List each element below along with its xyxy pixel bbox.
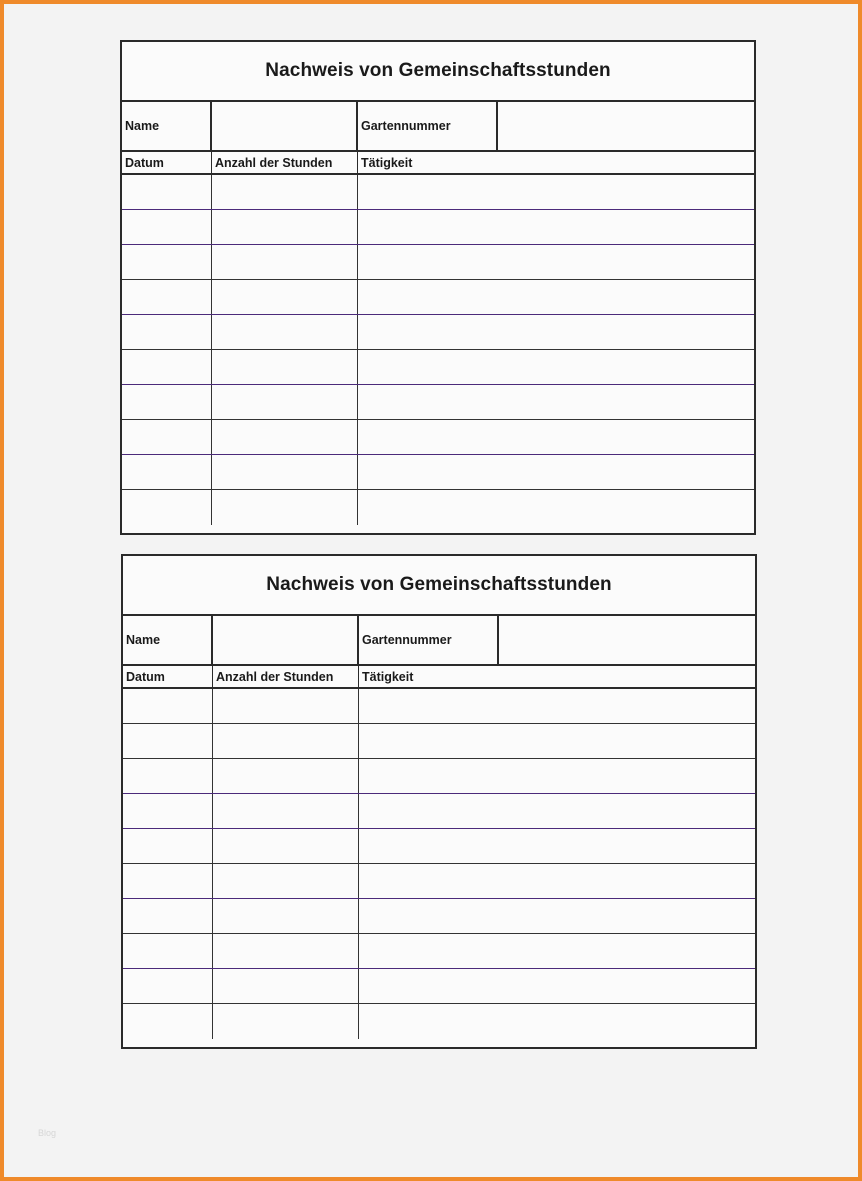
date-cell[interactable]	[122, 315, 212, 349]
activity-cell[interactable]	[358, 455, 754, 489]
garden-number-field[interactable]	[498, 102, 754, 150]
date-cell[interactable]	[122, 175, 212, 209]
entry-rows	[123, 689, 755, 1039]
table-row	[123, 934, 755, 969]
name-field[interactable]	[212, 102, 358, 150]
hours-cell[interactable]	[213, 934, 359, 968]
activity-cell[interactable]	[358, 280, 754, 314]
hours-cell[interactable]	[212, 280, 358, 314]
activity-cell[interactable]	[359, 1004, 755, 1039]
activity-cell[interactable]	[358, 245, 754, 279]
community-hours-form-1	[120, 40, 756, 535]
date-cell[interactable]	[123, 899, 213, 933]
column-header-date: Datum	[122, 152, 212, 173]
activity-cell[interactable]	[358, 175, 754, 209]
hours-cell[interactable]	[213, 724, 359, 758]
table-row	[122, 175, 754, 210]
activity-cell[interactable]	[358, 350, 754, 384]
activity-cell[interactable]	[358, 385, 754, 419]
table-row	[123, 724, 755, 759]
hours-cell[interactable]	[212, 455, 358, 489]
date-cell[interactable]	[123, 969, 213, 1003]
hours-cell[interactable]	[212, 385, 358, 419]
date-cell[interactable]	[123, 864, 213, 898]
activity-cell[interactable]	[359, 689, 755, 723]
column-header-hours: Anzahl der Stunden	[212, 152, 358, 173]
activity-cell[interactable]	[359, 724, 755, 758]
garden-number-label: Gartennummer	[359, 616, 499, 664]
table-row	[122, 280, 754, 315]
activity-cell[interactable]	[358, 490, 754, 525]
name-label: Name	[122, 102, 212, 150]
watermark: Blog	[38, 1128, 57, 1138]
date-cell[interactable]	[123, 689, 213, 723]
name-field[interactable]	[213, 616, 359, 664]
table-row	[123, 864, 755, 899]
table-row	[123, 899, 755, 934]
date-cell[interactable]	[123, 1004, 213, 1039]
date-cell[interactable]	[122, 420, 212, 454]
hours-cell[interactable]	[212, 420, 358, 454]
table-row	[122, 420, 754, 455]
date-cell[interactable]	[123, 934, 213, 968]
table-row	[122, 490, 754, 525]
activity-cell[interactable]	[358, 210, 754, 244]
hours-cell[interactable]	[213, 1004, 359, 1039]
date-cell[interactable]	[123, 829, 213, 863]
table-row	[123, 1004, 755, 1039]
table-row	[122, 315, 754, 350]
table-header	[122, 152, 754, 175]
form-title: Nachweis von Gemeinschaftsstunden	[122, 42, 754, 102]
activity-cell[interactable]	[359, 829, 755, 863]
hours-cell[interactable]	[212, 245, 358, 279]
activity-cell[interactable]	[358, 315, 754, 349]
table-row	[123, 794, 755, 829]
hours-cell[interactable]	[213, 864, 359, 898]
hours-cell[interactable]	[213, 829, 359, 863]
column-header-activity: Tätigkeit	[361, 155, 413, 170]
date-cell[interactable]	[122, 350, 212, 384]
name-row	[123, 616, 755, 666]
table-row	[123, 969, 755, 1004]
table-row	[122, 245, 754, 280]
activity-cell[interactable]	[359, 794, 755, 828]
name-label: Name	[123, 616, 213, 664]
activity-cell[interactable]	[359, 864, 755, 898]
date-cell[interactable]	[123, 759, 213, 793]
date-cell[interactable]	[122, 490, 212, 525]
hours-cell[interactable]	[212, 490, 358, 525]
column-header-date: Datum	[123, 666, 213, 687]
activity-cell[interactable]	[359, 759, 755, 793]
entry-rows	[122, 175, 754, 525]
column-header-hours: Anzahl der Stunden	[213, 666, 359, 687]
table-header	[123, 666, 755, 689]
hours-cell[interactable]	[212, 210, 358, 244]
column-header-activity: Tätigkeit	[362, 669, 414, 684]
activity-cell[interactable]	[359, 969, 755, 1003]
community-hours-form-2	[121, 554, 757, 1049]
hours-cell[interactable]	[213, 759, 359, 793]
hours-cell[interactable]	[213, 794, 359, 828]
activity-cell[interactable]	[359, 899, 755, 933]
table-row	[122, 210, 754, 245]
table-row	[122, 385, 754, 420]
hours-cell[interactable]	[213, 899, 359, 933]
date-cell[interactable]	[122, 455, 212, 489]
hours-cell[interactable]	[212, 350, 358, 384]
date-cell[interactable]	[122, 210, 212, 244]
hours-cell[interactable]	[213, 969, 359, 1003]
date-cell[interactable]	[122, 385, 212, 419]
date-cell[interactable]	[123, 794, 213, 828]
garden-number-label: Gartennummer	[358, 102, 498, 150]
table-row	[123, 829, 755, 864]
activity-cell[interactable]	[359, 934, 755, 968]
table-row	[122, 455, 754, 490]
form-title: Nachweis von Gemeinschaftsstunden	[123, 556, 755, 616]
table-row	[123, 759, 755, 794]
table-row	[122, 350, 754, 385]
hours-cell[interactable]	[212, 315, 358, 349]
table-row	[123, 689, 755, 724]
date-cell[interactable]	[123, 724, 213, 758]
garden-number-field[interactable]	[499, 616, 755, 664]
date-cell[interactable]	[122, 245, 212, 279]
hours-cell[interactable]	[212, 175, 358, 209]
name-row	[122, 102, 754, 152]
hours-cell[interactable]	[213, 689, 359, 723]
activity-cell[interactable]	[358, 420, 754, 454]
date-cell[interactable]	[122, 280, 212, 314]
